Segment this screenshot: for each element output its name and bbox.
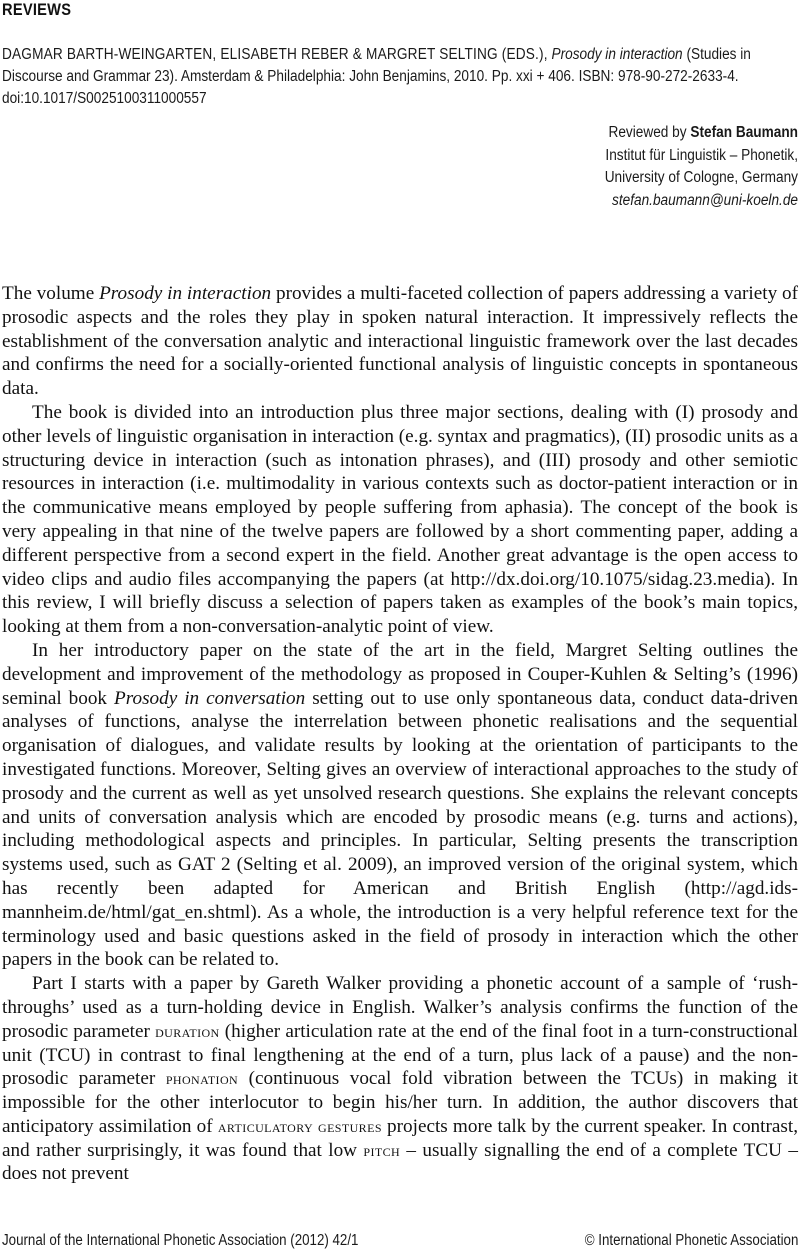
term-duration: duration [155, 1021, 220, 1041]
section-heading: REVIEWS [2, 0, 72, 19]
cited-book-title-italic: Prosody in conversation [114, 687, 306, 709]
reviewer-email[interactable]: stefan.baumann@uni-koeln.de [612, 191, 798, 209]
reviewer-name: Stefan Baumann [690, 124, 798, 141]
term-pitch: pitch [363, 1140, 401, 1160]
reviewer-institute: Institut für Linguistik – Phonetik, [605, 146, 798, 164]
book-title-italic: Prosody in interaction [99, 283, 272, 304]
paragraph-1: The volume Prosody in interaction provides a multi-faceted collection of papers addressing a variety of prosodic aspects and the roles they play in spoken natural interaction. It impressively reflects the establishment of the conversation analytic and interactional linguistic framework over the last decades and confirms the need for a socially-oriented functional analysis of linguistic concepts in spontaneous data. [2, 283, 798, 400]
paragraph-2: The book is divided into an introduction plus three major sections, dealing with (I) prosody and other levels of linguistic organisation in interaction (e.g. syntax and pragmatics), (II) prosodic units as a structuring device in interaction (such as intonation phrases), and (III) prosody and other semiotic resources in interaction (i.e. multimodality in various contexts such as doctor-patient interaction or in the communicative means employed by people suffering from aphasia). The concept of the book is very appealing in that nine of the twelve papers are followed by a short commenting paper, adding a different perspective from a second expert in the field. Another great advantage is the open access to video clips and audio files accompanying the papers (at http://dx.doi.org/10.1075/sidag.23.media). In this review, I will briefly discuss a selection of papers taken as examples of the book’s main topics, looking at them from a non-conversation-analytic point of view. [2, 401, 798, 638]
citation-book-title: Prosody in interaction [551, 46, 683, 63]
term-phonation: phonation [165, 1069, 239, 1089]
paragraph-3: In her introductory paper on the state of the art in the field, Margret Selting outlines the development and improvement of the methodology as proposed in Couper-Kuhlen & Selting’s (1996) seminal book Prosody in conversation setting out to use only spontaneous data, conduct data-driven analyses of functions, analyse the interrelation between phonetic realisations and the sequential organisation of dialogues, and validate results by looking at the orientation of participants to the investigated functions. Moreover, Selting gives an overview of interactional approaches to the study of prosody and the current as well as yet unsolved research questions. She explains the relevant concepts and units of conversation analysis which are encoded by prosodic means (e.g. turns and actions), including methodological aspects and principles. In particular, Selting presents the transcription systems used, such as GAT 2 (Selting et al. 2009), an improved version of the original system, which has recently been adapted for American and British English (http://agd.ids-mannheim.de/html/gat_en.shtml). As a whole, the introduction is a very helpful reference text for the terminology used and basic questions asked in the field of prosody in interaction which the other papers in the book can be related to. [2, 639, 798, 971]
reviewer-block [378, 122, 798, 212]
book-citation [2, 44, 798, 110]
citation-details: (Studies in Discourse and Grammar 23). Amsterdam & Philadelphia: John Benjamins, 2010. Pp. xxi + 406. ISBN: 978-90-272-2633-4. [2, 46, 751, 85]
reviewer-university: University of Cologne, Germany [604, 169, 798, 186]
footer-journal: Journal of the International Phonetic Association (2012) 42/1 [2, 1232, 359, 1249]
term-articulatory-gestures: articulatory gestures [217, 1116, 382, 1136]
footer-copyright: © International Phonetic Association [584, 1232, 798, 1249]
reviewer-line [428, 122, 798, 145]
reviewer-prefix: Reviewed by [608, 124, 687, 141]
review-body [2, 282, 798, 1186]
citation-doi[interactable]: doi:10.1017/S0025100311000557 [2, 90, 207, 107]
paragraph-4: Part I starts with a paper by Gareth Walker providing a phonetic account of a sample of ‘rush-throughs’ used as a turn-holding device in English. Walker’s analysis confirms the function of the prosodic parameter duration (higher articulation rate at the end of the final foot in a turn-constructional unit (TCU) in contrast to final lengthening at the end of a turn, plus lack of a pause) and the non-prosodic parameter phonation (continuous vocal fold vibration between the TCUs) in making it impossible for the other interlocutor to begin his/her turn. In addition, the author discovers that anticipatory assimilation of articulatory gestures projects more talk by the current speaker. In contrast, and rather surprisingly, it was found that low pitch – usually signalling the end of a complete TCU – does not prevent [2, 973, 798, 1185]
citation-editors: DAGMAR BARTH-WEINGARTEN, ELISABETH REBER & MARGRET SELTING (EDS.), [2, 46, 548, 63]
